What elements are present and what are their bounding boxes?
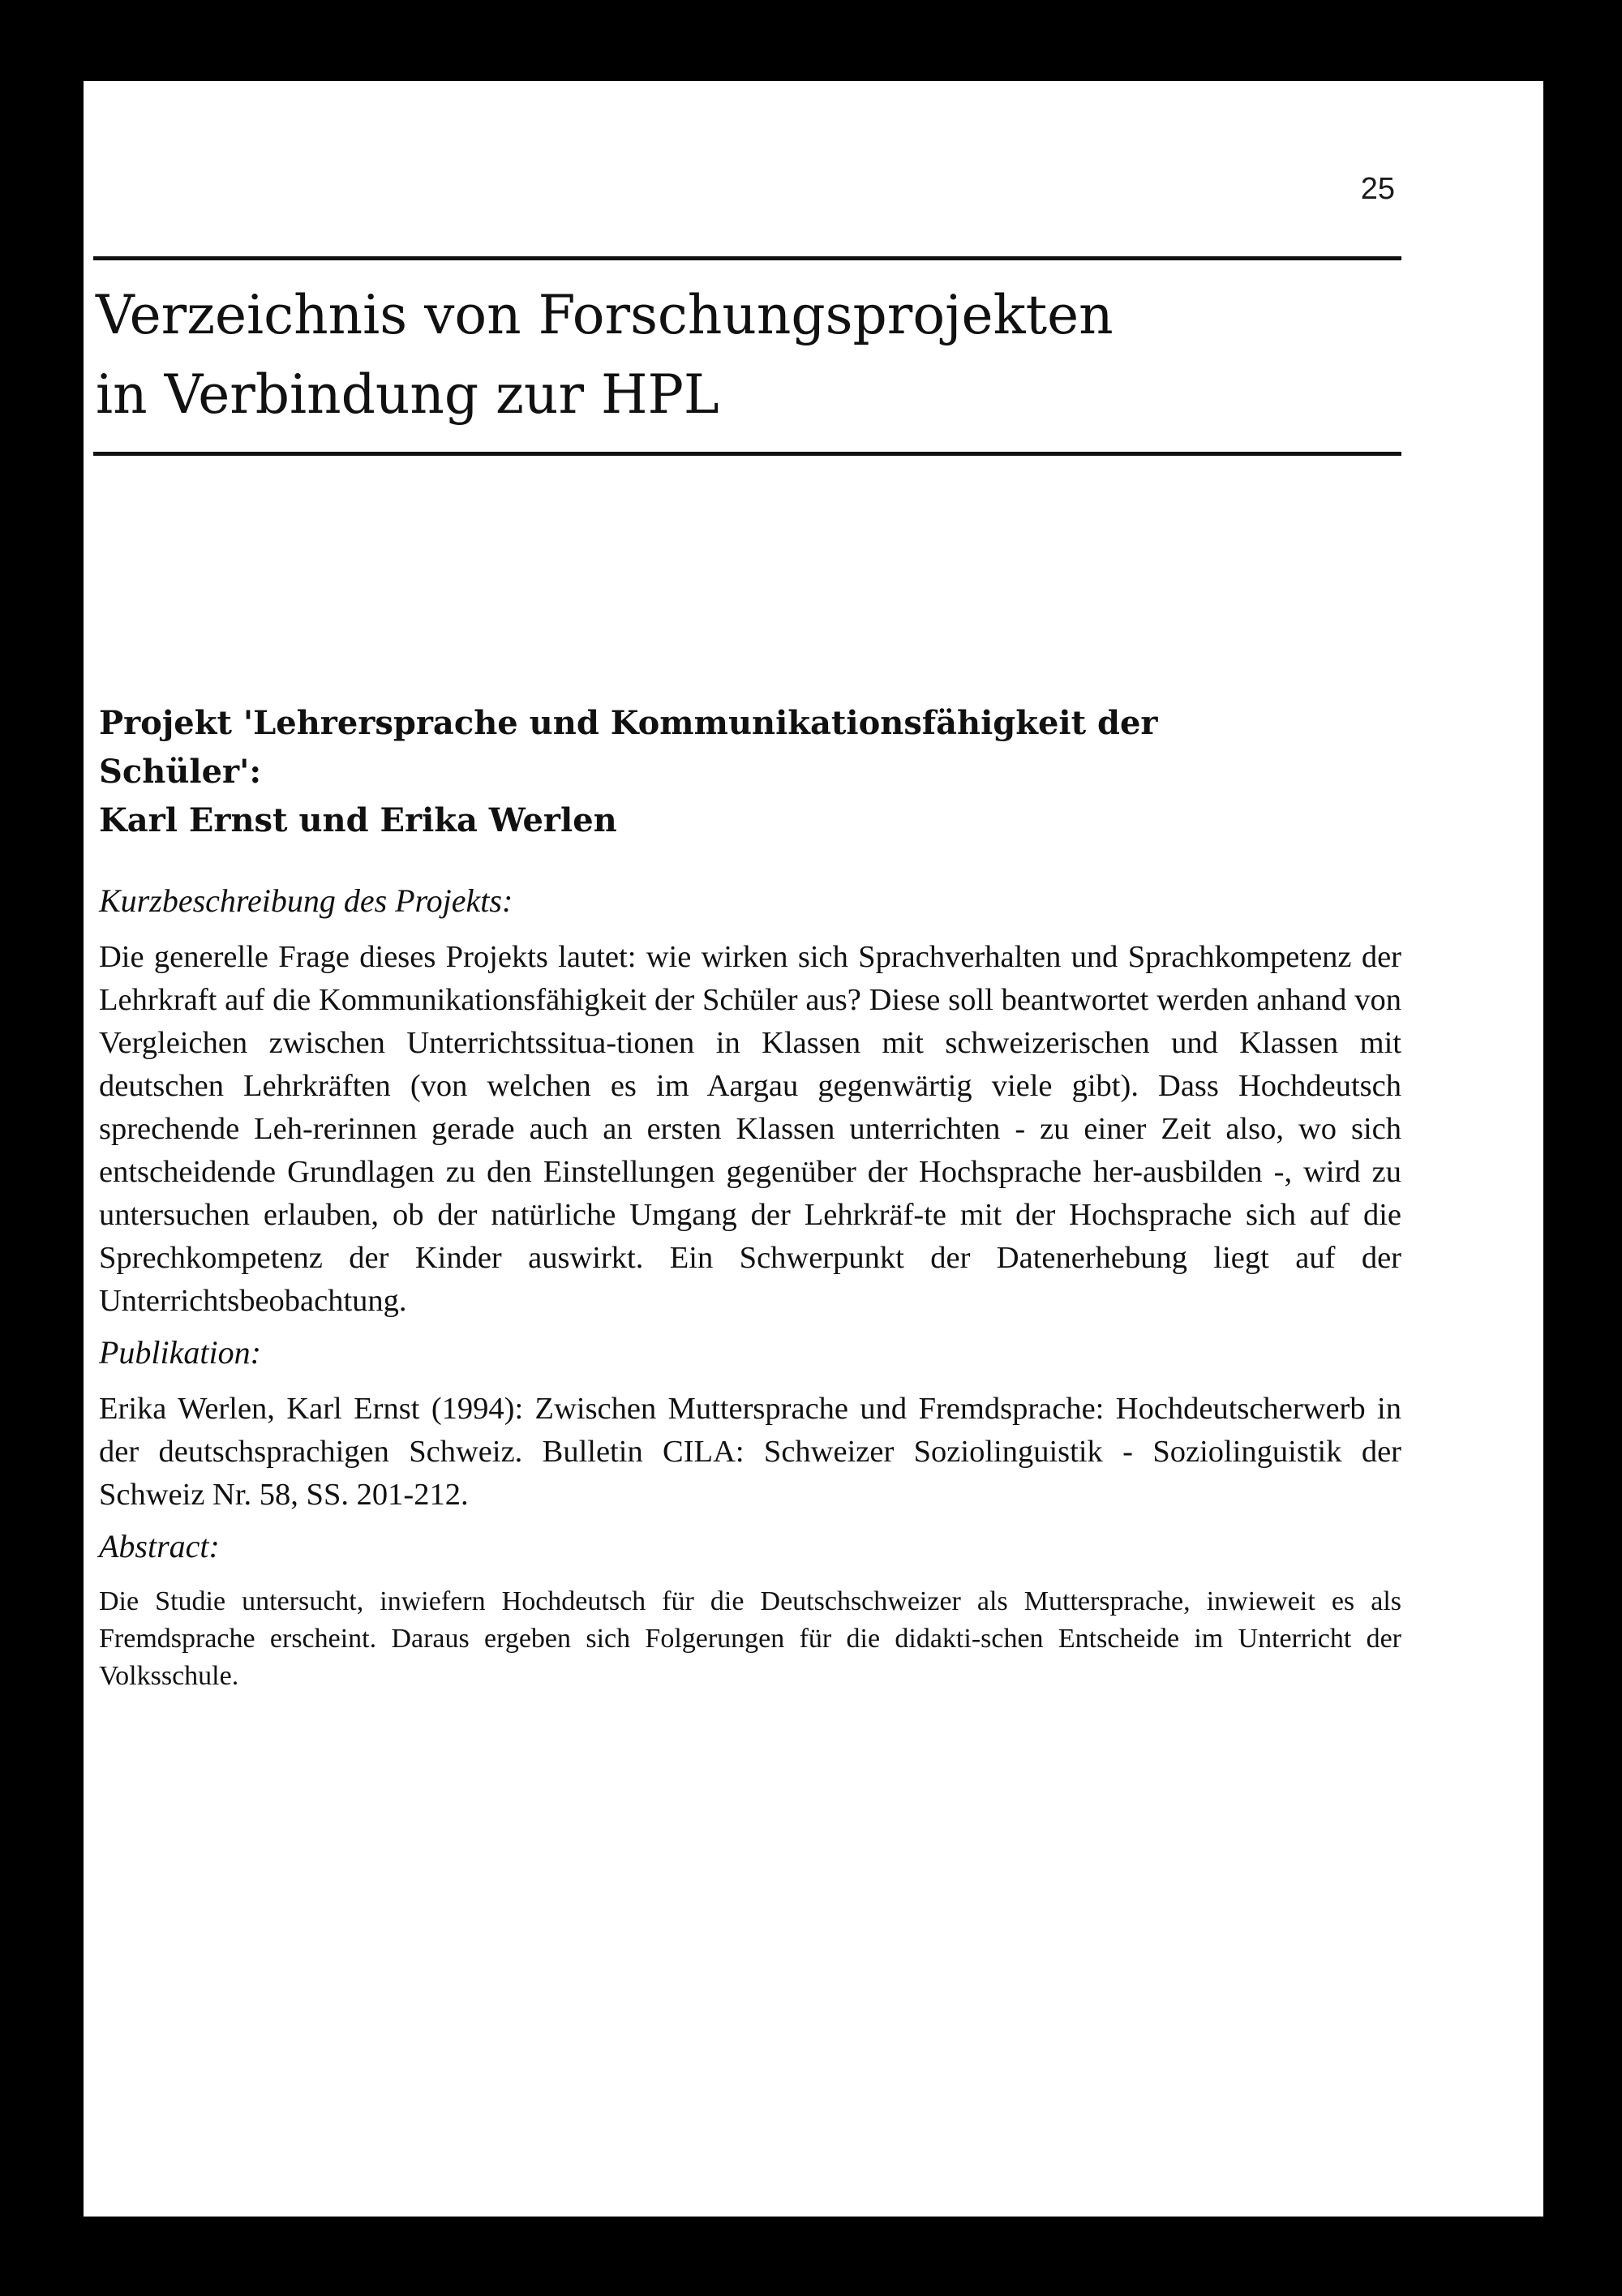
abstract-label: Abstract: xyxy=(99,1528,220,1564)
description-label: Kurzbeschreibung des Projekts: xyxy=(99,882,513,919)
project-heading-authors: Karl Ernst und Erika Werlen xyxy=(99,801,617,839)
page-title xyxy=(96,276,1393,435)
page-title-line-1: Verzeichnis von Forschungsprojekten xyxy=(96,284,1114,346)
publication-text: Erika Werlen, Karl Ernst (1994): Zwischen Muttersprache und Fremdsprache: Hochdeutscherwerb in der deutschsprachigen Schweiz. Bulletin CILA: Schweizer Soziolinguistik - Soziolinguistik der Schweiz Nr. 58, SS. 201-212. xyxy=(99,1392,1401,1512)
title-bottom-rule xyxy=(93,452,1401,456)
publication-label: Publikation: xyxy=(99,1334,261,1371)
page-number: 25 xyxy=(1360,172,1395,206)
project-section xyxy=(99,699,1401,1695)
project-heading xyxy=(99,699,1401,845)
title-top-rule xyxy=(93,256,1401,260)
description-text: Die generelle Frage dieses Projekts lautet: wie wirken sich Sprachverhalten und Sprachkompetenz der Lehrkraft auf die Kommunikationsfähigkeit der Schüler aus? Diese soll beantwortet werden anhand von Vergleichen zwischen Unterrichtssitua-tionen in Klassen mit schweizerischen und Klassen mit deutschen Lehrkräften (von welchen es im Aargau gegenwärtig viele gibt). Dass Hochdeutsch sprechende Leh-rerinnen gerade auch an ersten Klassen unterrichten - zu einer Zeit also, wo sich entscheidende Grundlagen zu den Einstellungen gegenüber der Hochsprache her-ausbilden -, wird zu untersuchen erlauben, ob der natürliche Umgang der Lehrkräf-te mit der Hochsprache sich auf die Sprechkompetenz der Kinder auswirkt. Ein Schwerpunkt der Datenerhebung liegt auf der Unterrichtsbeobachtung. xyxy=(99,940,1401,1318)
project-heading-line-2: Schüler': xyxy=(99,753,262,791)
abstract-text: Die Studie untersucht, inwiefern Hochdeutsch für die Deutschschweizer als Muttersprache, inwieweit es als Fremdsprache erscheint. Daraus ergeben sich Folgerungen für die didakti-schen Entscheide im Unterricht der Volksschule. xyxy=(99,1586,1401,1691)
project-heading-line-1: Projekt 'Lehrersprache und Kommunikationsfähigkeit der xyxy=(99,704,1158,742)
page-title-line-2: in Verbindung zur HPL xyxy=(96,363,719,426)
